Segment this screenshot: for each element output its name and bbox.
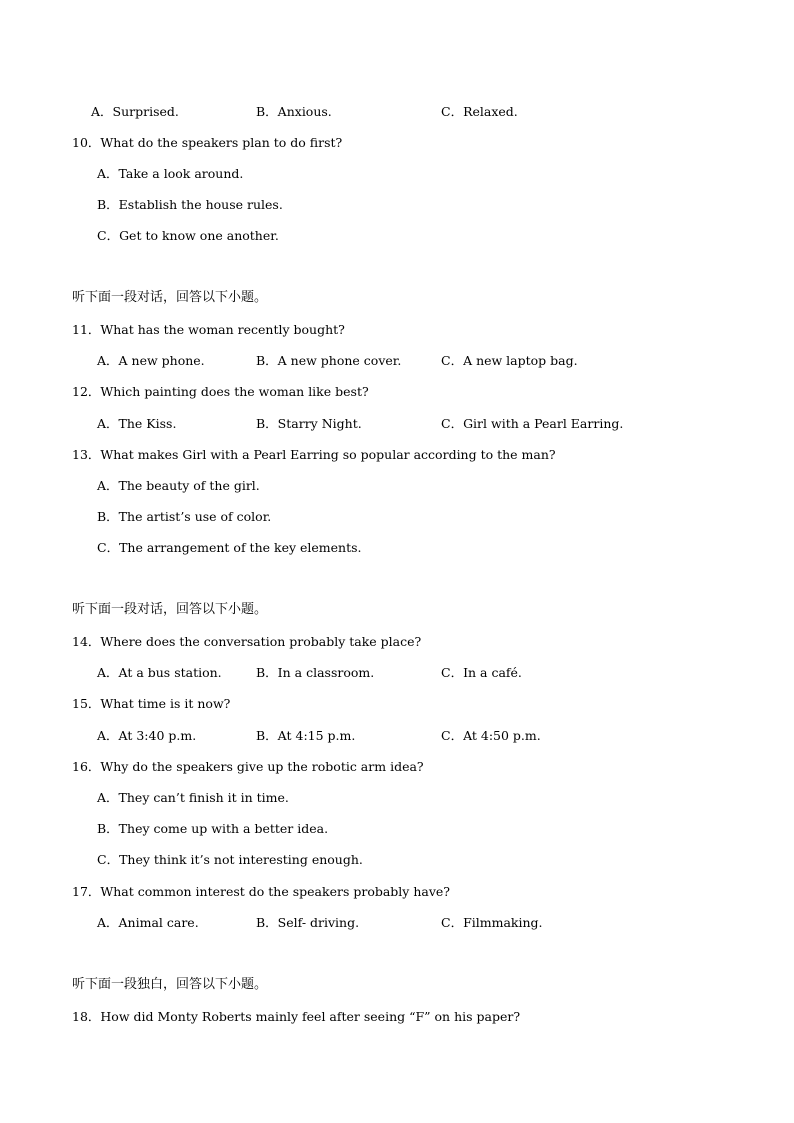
q13-option-b: B．The artist’s use of color.: [97, 509, 272, 524]
q10-stem: 10．What do the speakers plan to do first?: [72, 135, 343, 150]
q16-stem: 16．Why do the speakers give up the robotic arm idea?: [72, 759, 424, 774]
q10-option-c: C．Get to know one another.: [97, 228, 279, 243]
q11-option-c: C．A new laptop bag.: [441, 353, 578, 368]
q10-option-a: A．Take a look around.: [97, 166, 244, 181]
q9-option-a: A．Surprised.: [91, 104, 179, 119]
q14-stem: 14．Where does the conversation probably take place?: [72, 634, 422, 649]
q15-stem: 15．What time is it now?: [72, 696, 231, 711]
section-heading-monologue: 听下面一段独白，回答以下小题。: [72, 977, 268, 992]
q9-option-b: B．Anxious.: [256, 104, 332, 119]
q14-option-b: B．In a classroom.: [256, 665, 375, 680]
q18-stem: 18．How did Monty Roberts mainly feel after seeing “F” on his paper?: [72, 1009, 521, 1024]
q13-option-c: C．The arrangement of the key elements.: [97, 540, 362, 555]
q16-option-c: C．They think it’s not interesting enough.: [97, 852, 363, 867]
q17-option-b: B．Self- driving.: [256, 915, 360, 930]
q14-option-a: A．At a bus station.: [97, 665, 222, 680]
q12-option-c: C．Girl with a Pearl Earring.: [441, 416, 624, 431]
q13-option-a: A．The beauty of the girl.: [97, 478, 260, 493]
section-heading-dialogue-1: 听下面一段对话，回答以下小题。: [72, 290, 268, 305]
q16-option-b: B．They come up with a better idea.: [97, 821, 329, 836]
q15-option-c: C．At 4:50 p.m.: [441, 728, 541, 743]
q17-stem: 17．What common interest do the speakers probably have?: [72, 884, 450, 899]
q13-stem: 13．What makes Girl with a Pearl Earring so popular according to the man?: [72, 447, 556, 462]
q11-option-a: A．A new phone.: [97, 353, 205, 368]
q16-option-a: A．They can’t finish it in time.: [97, 790, 289, 805]
q12-option-b: B．Starry Night.: [256, 416, 362, 431]
q17-option-c: C．Filmmaking.: [441, 915, 543, 930]
q11-option-b: B．A new phone cover.: [256, 353, 402, 368]
q15-option-b: B．At 4:15 p.m.: [256, 728, 356, 743]
q15-option-a: A．At 3:40 p.m.: [97, 728, 197, 743]
q14-option-c: C．In a café.: [441, 665, 522, 680]
q12-stem: 12．Which painting does the woman like best?: [72, 384, 369, 399]
q12-option-a: A．The Kiss.: [97, 416, 177, 431]
section-heading-dialogue-2: 听下面一段对话，回答以下小题。: [72, 602, 268, 617]
q17-option-a: A．Animal care.: [97, 915, 199, 930]
q10-option-b: B．Establish the house rules.: [97, 197, 283, 212]
q9-option-c: C．Relaxed.: [441, 104, 518, 119]
q11-stem: 11．What has the woman recently bought?: [72, 322, 345, 337]
